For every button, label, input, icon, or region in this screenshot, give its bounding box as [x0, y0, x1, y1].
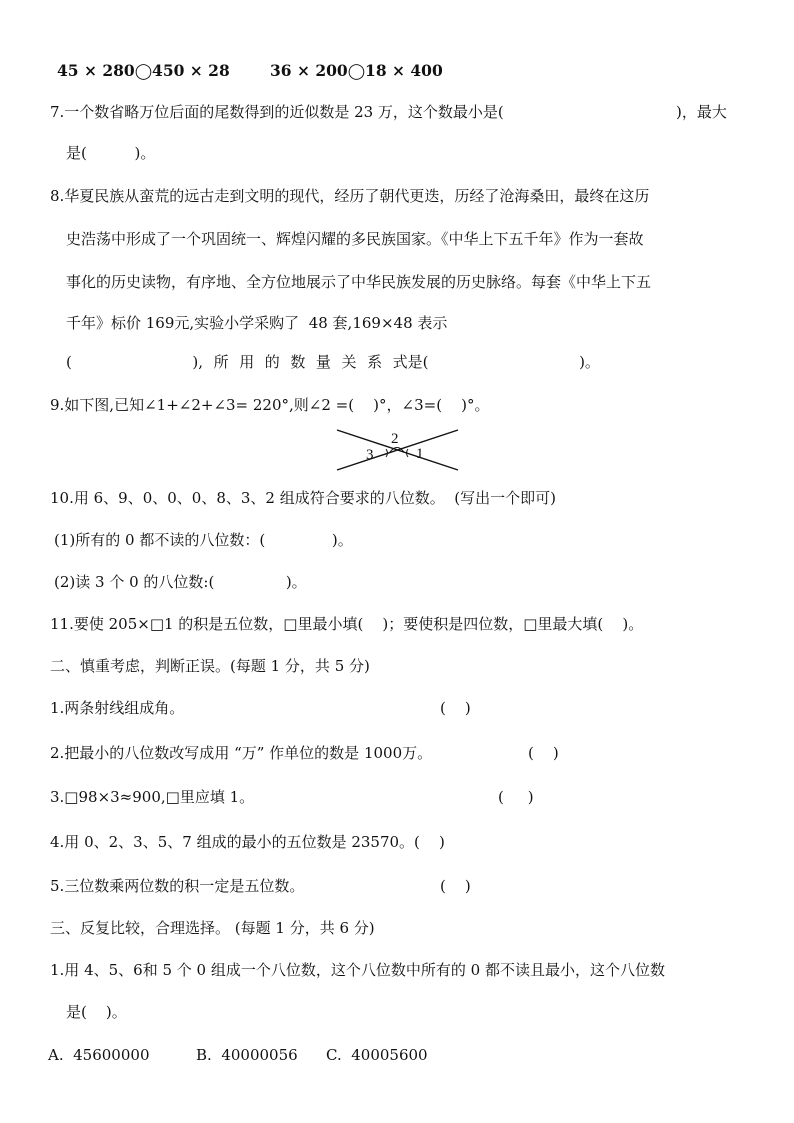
q10-sub2: (2)读 3 个 0 的八位数:( )。	[54, 573, 307, 591]
judge-paren-2: ( )	[528, 744, 559, 762]
judge-item-4: 4.用 0、2、3、5、7 组成的最小的五位数是 23570。( )	[50, 833, 445, 851]
judge-item-2: 2.把最小的八位数改写成用 “万” 作单位的数是 1000万。	[50, 744, 433, 762]
angle-label-2: 2	[391, 431, 399, 447]
q7-line2: 是( )。	[66, 144, 156, 162]
q8-token: )。	[579, 353, 600, 371]
q9-text: 9.如下图,已知∠1+∠2+∠3= 220°,则∠2 =( )°，∠3=( )°。	[50, 396, 490, 414]
q8-line5	[66, 352, 600, 372]
q10-sub1: (1)所有的 0 都不读的八位数：( )。	[54, 531, 353, 549]
q8-token: 的	[264, 353, 280, 371]
judge-paren-3: ( )	[498, 788, 534, 806]
option-b: B. 40000056	[196, 1046, 298, 1064]
compare-left: 45 × 280◯450 × 28	[57, 61, 230, 80]
judge-paren-5: ( )	[440, 877, 471, 895]
q10-stem: 10.用 6、9、0、0、0、8、3、2 组成符合要求的八位数。 (写出一个即可)	[50, 489, 556, 507]
q8-line4: 千年》标价 169元,实验小学采购了 48 套,169×48 表示	[66, 314, 448, 332]
q8-token: 量	[315, 353, 331, 371]
q8-token: ),	[192, 353, 204, 371]
angle-label-3: 3	[366, 447, 374, 463]
q8-token: (	[66, 353, 72, 371]
q11-text: 11.要使 205×□1 的积是五位数，□里最小填( )；要使积是四位数，□里最大填( )。	[50, 615, 644, 633]
q8-token: 系	[367, 353, 383, 371]
section3-heading: 三、反复比较，合理选择。 (每题 1 分，共 6 分)	[50, 919, 375, 937]
q7-line1-b: )，最大	[676, 103, 727, 121]
section2-heading: 二、慎重考虑，判断正误。(每题 1 分，共 5 分)	[50, 657, 370, 675]
q8-line2: 史浩荡中形成了一个巩固统一、辉煌闪耀的多民族国家。《中华上下五千年》作为一套故	[66, 230, 644, 248]
q8-token: 数	[290, 353, 306, 371]
option-c: C. 40005600	[326, 1046, 428, 1064]
q8-line3: 事化的历史读物，有序地、全方位地展示了中华民族发展的历史脉络。每套《中华上下五	[66, 273, 652, 291]
s3-q1-line2: 是( )。	[66, 1003, 127, 1021]
option-a: A. 45600000	[48, 1046, 150, 1064]
q8-token: 关	[341, 353, 357, 371]
compare-right: 36 × 200◯18 × 400	[270, 61, 443, 80]
q7-line1-a: 7.一个数省略万位后面的尾数得到的近似数是 23 万，这个数最小是(	[50, 103, 504, 121]
judge-paren-1: ( )	[440, 699, 471, 717]
judge-item-1: 1.两条射线组成角。	[50, 699, 185, 717]
angle-figure	[334, 426, 464, 474]
angle-label-1: 1	[416, 446, 424, 462]
q8-line1: 8.华夏民族从蛮荒的远古走到文明的现代，经历了朝代更迭，历经了沧海桑田，最终在这历	[50, 187, 650, 205]
judge-item-5: 5.三位数乘两位数的积一定是五位数。	[50, 877, 305, 895]
judge-item-3: 3.□98×3≈900,□里应填 1。	[50, 788, 255, 806]
s3-q1-line1: 1.用 4、5、6和 5 个 0 组成一个八位数，这个八位数中所有的 0 都不读且最小，这个八位数	[50, 961, 665, 979]
q8-token: 用	[239, 353, 255, 371]
q8-token: 式是(	[392, 353, 429, 371]
q8-token: 所	[213, 353, 229, 371]
